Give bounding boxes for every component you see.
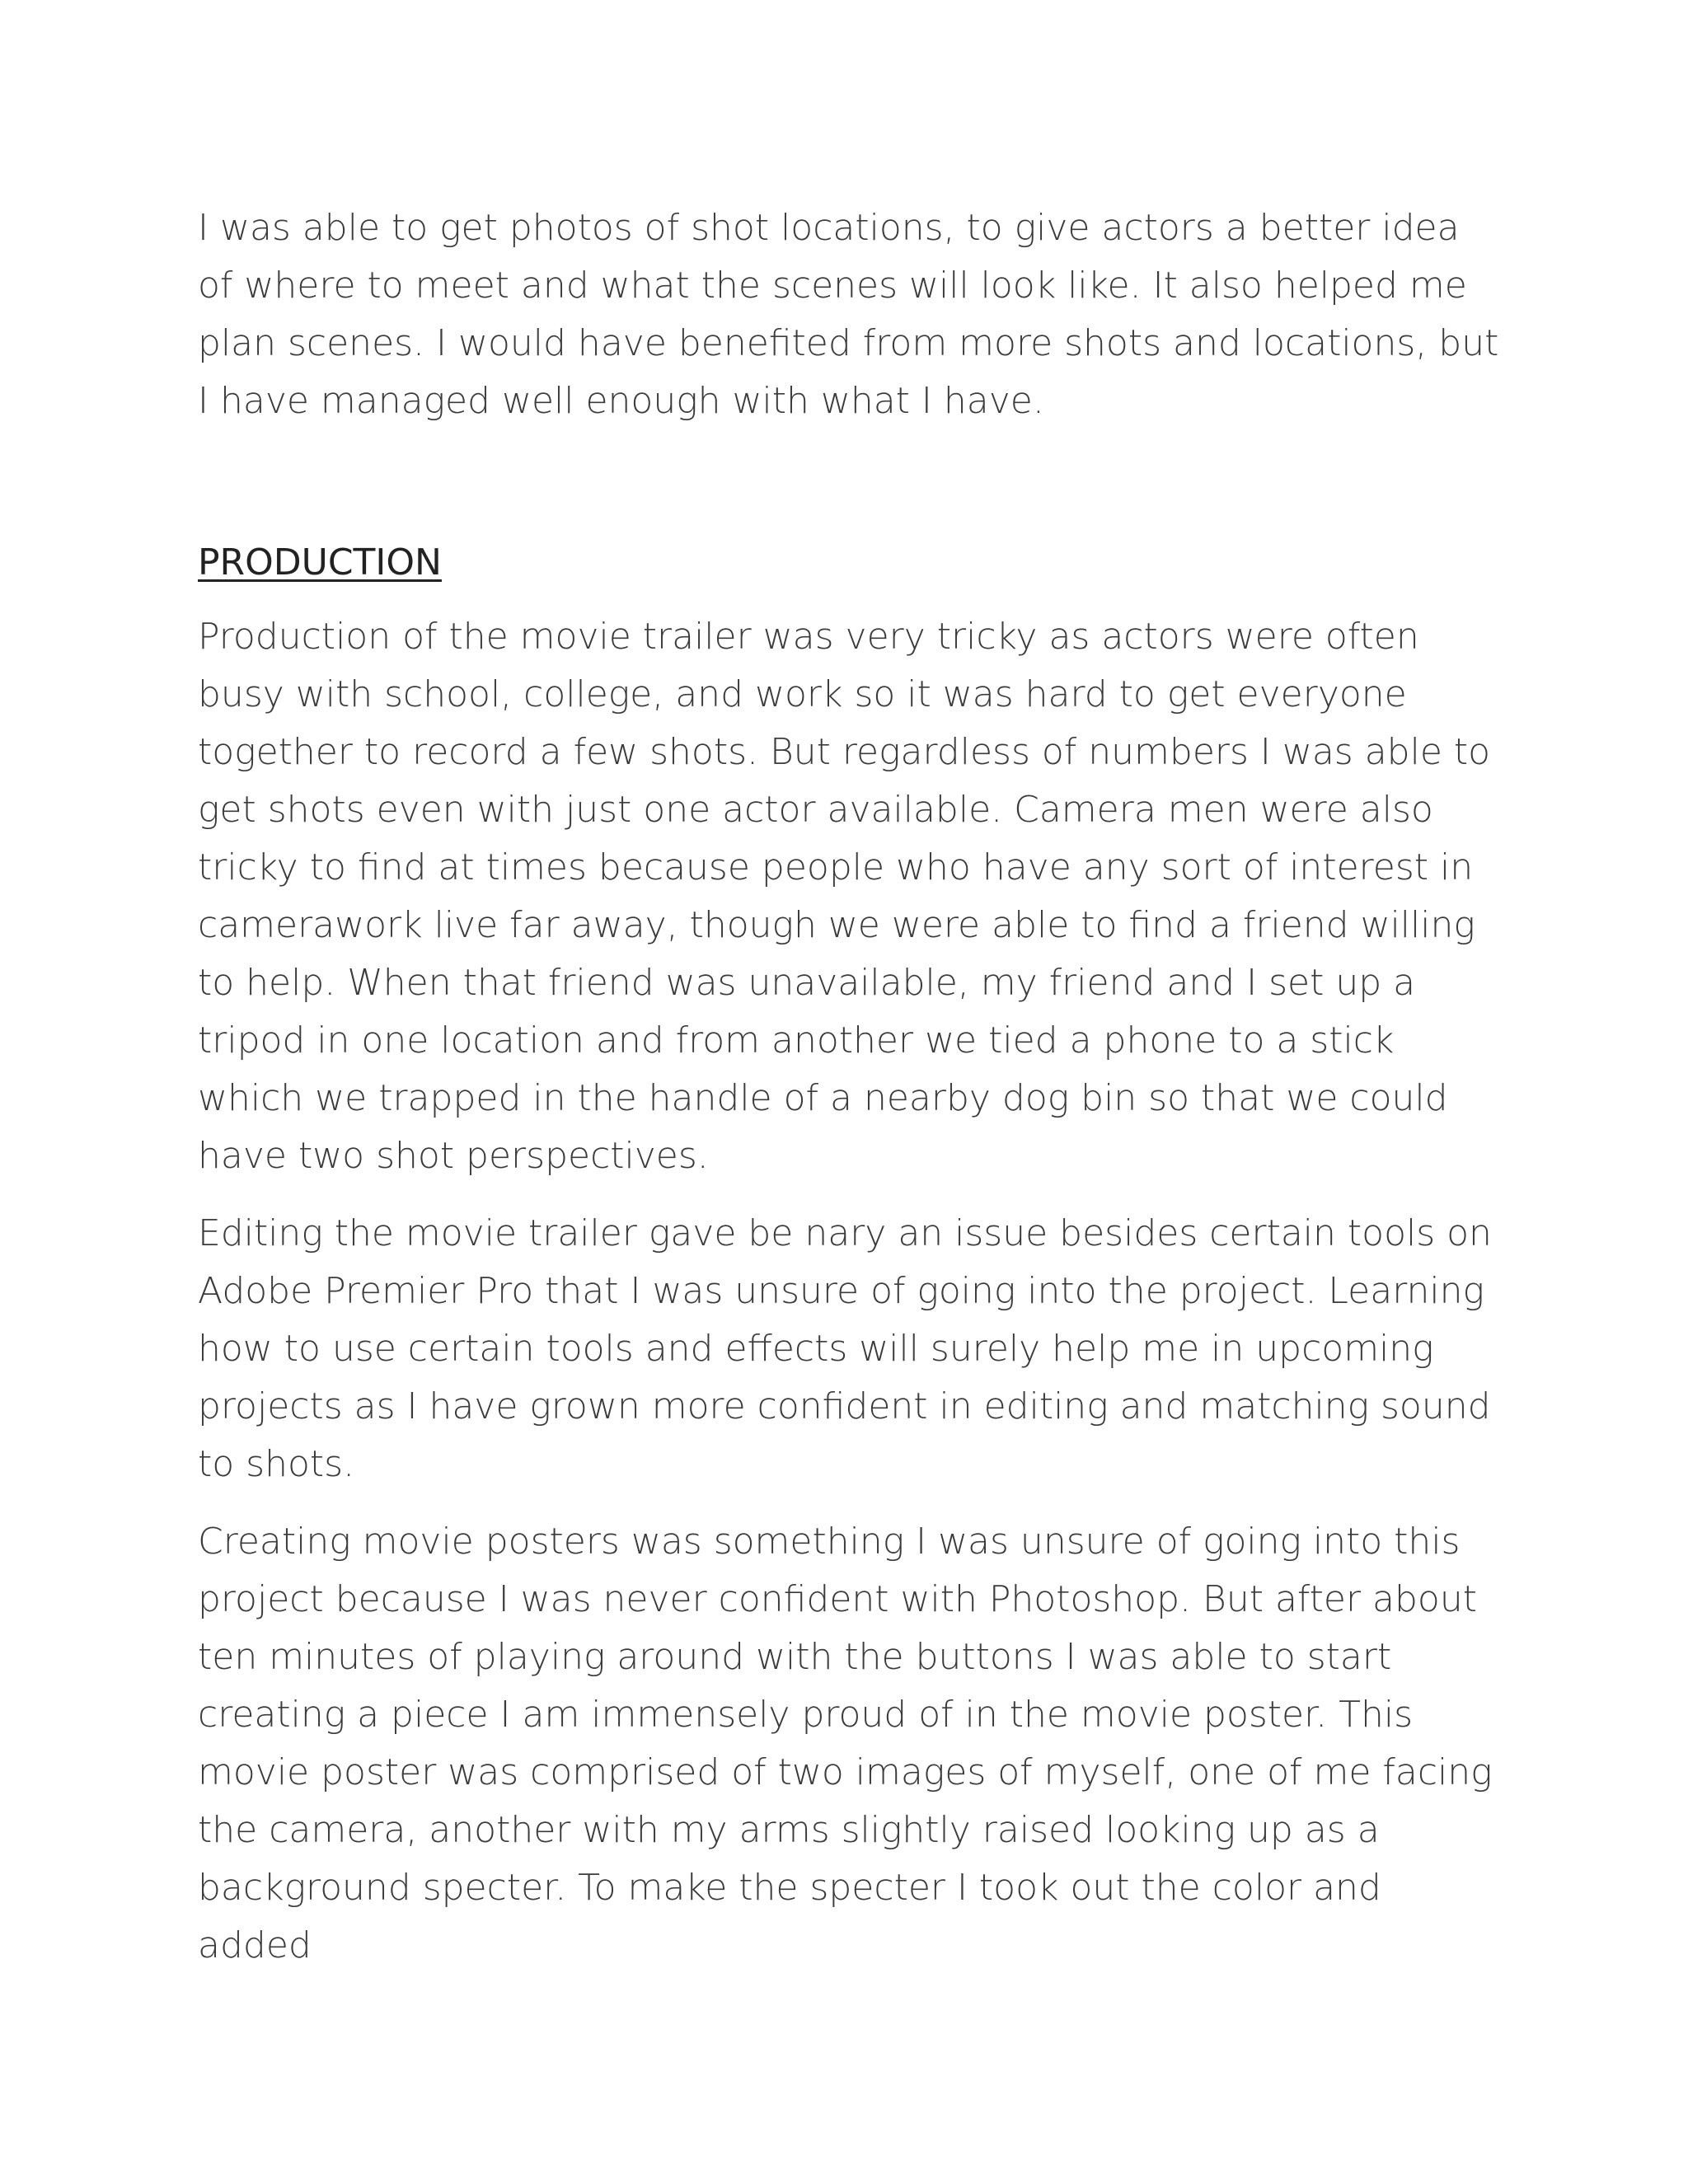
production-paragraph: Production of the movie trailer was very tricky as actors were often busy with school, college, and work so it was hard to get everyone together to record a few shots. But regardless of numbers I was able to get shots even with just one actor available. Camera men were also tricky to find at times because people who have any sort of interest in camerawork live far away, though we were able to find a friend willing to help. When that friend was unavailable, my friend and I set up a tripod in one location and from another we tied a phone to a stick which we trapped in the handle of a nearby dog bin so that we could have two shot perspectives. [198,616,1491,1177]
document-content [198,199,1500,1975]
editing-paragraph: Editing the movie trailer gave be nary an issue besides certain tools on Adobe Premier Pro that I was unsure of going into the project. Learning how to use certain tools and effects will surely help me in upcoming projects as I have grown more confident in editing and matching sound to shots. [198,1212,1492,1485]
poster-paragraph: Creating movie posters was something I was unsure of going into this project because I was never confident with Photoshop. But after about ten minutes of playing around with the buttons I was able to start creating a piece I am immensely proud of in the movie poster. This movie poster was comprised of two images of myself, one of me facing the camera, another with my arms slightly raised looking up as a background specter. To make the specter I took out the color and added [198,1521,1493,1966]
section-heading-production: PRODUCTION [198,541,442,583]
intro-paragraph: I was able to get photos of shot locations, to give actors a better idea of where to meet and what the scenes will look like. It also helped me plan scenes. I would have benefited from more shots and locations, but I have managed well enough with what I have. [198,207,1499,422]
